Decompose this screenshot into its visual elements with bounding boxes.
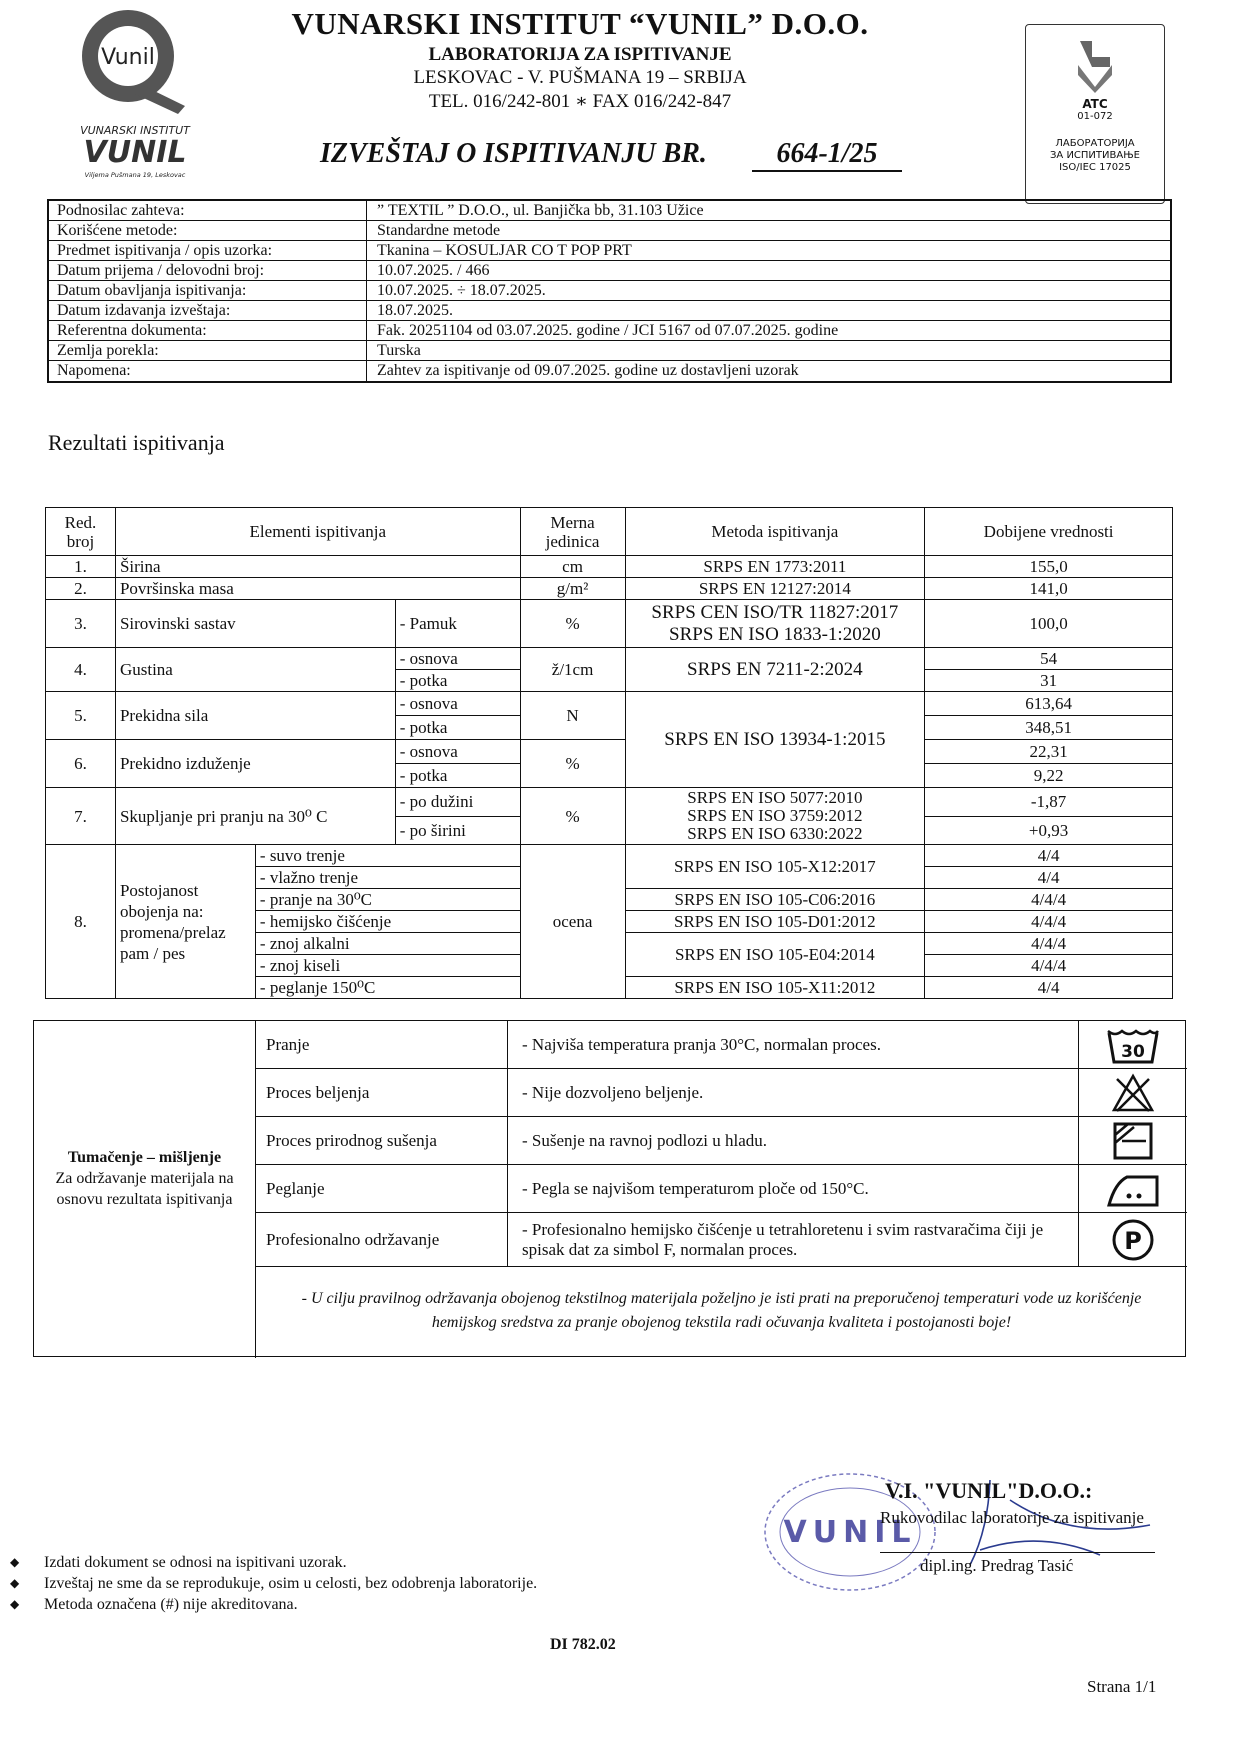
care-value: - Nije dozvoljeno beljenje. [508, 1069, 1079, 1116]
institute-logo [60, 6, 210, 181]
interpretation-title: Tumačenje – mišljenje [67, 1149, 222, 1166]
info-value: 18.07.2025. [377, 302, 453, 319]
row-subelement: - osnova [395, 740, 520, 764]
professional-letter: P [1124, 1226, 1142, 1255]
row-no: 4. [46, 648, 116, 692]
row-method: SRPS EN 1773:2011 [625, 556, 925, 578]
col-header-unit: Merna jedinica [520, 508, 625, 556]
results-heading: Rezultati ispitivanja [48, 430, 225, 455]
row-subelement: - pranje na 30⁰C [255, 889, 520, 911]
bullet-icon: ◆ [10, 1576, 20, 1590]
row-value: 4/4/4 [925, 955, 1173, 977]
accreditation-code: 01-072 [1077, 111, 1113, 122]
signature-name: dipl.ing. Predrag Tasić [920, 1556, 1074, 1575]
row-value: 4/4 [925, 867, 1173, 889]
table-row [46, 648, 1173, 670]
row-subelement: - po dužini [395, 788, 520, 817]
iron-150-icon [1079, 1165, 1187, 1212]
info-label: Predmet ispitivanja / opis uzorka: [49, 241, 367, 260]
care-key: Profesionalno održavanje [256, 1213, 508, 1266]
care-row-washing [256, 1021, 1187, 1069]
row-value: 141,0 [925, 578, 1173, 600]
row-method: SRPS EN ISO 105-E04:2014 [625, 933, 925, 977]
care-row-ironing [256, 1165, 1187, 1213]
signature-role: Rukovodilac laboratorije za ispitivanje [880, 1508, 1144, 1527]
info-label: Korišćene metode: [49, 221, 367, 240]
col-header-value: Dobijene vrednosti [925, 508, 1173, 556]
col-header-element: Elementi ispitivanja [115, 508, 520, 556]
accreditation-label: ATC [1082, 97, 1108, 111]
info-value: 10.07.2025. / 466 [377, 262, 490, 279]
care-value: - Najviša temperatura pranja 30°C, normalan proces. [508, 1021, 1079, 1068]
row-subelement: - suvo trenje [255, 845, 520, 867]
row-no: 7. [46, 788, 116, 845]
stamp-text: VUNIL [783, 1515, 917, 1550]
care-note: - U cilju pravilnog održavanja obojenog tekstilnog materijala poželjno je isti prati na preporučenoj temperaturi vode uz korišćenje hemijskog sredstva za pranje obojenog tekstila radi očuvanja kvaliteta i postojanosti boje! [301, 1290, 1142, 1331]
row-element: Postojanost obojenja na: promena/prelaz pam / pes [115, 845, 255, 999]
accreditation-mark-icon [1026, 37, 1164, 97]
info-label: Podnosilac zahteva: [49, 201, 367, 220]
table-row [46, 692, 1173, 716]
row-subelement: - znoj alkalni [255, 933, 520, 955]
footnote [10, 1594, 537, 1615]
care-value: - Profesionalno hemijsko čišćenje u tetrahloretenu i svim rastvaračima čiji je spisak dat za simbol F, normalan proces. [508, 1213, 1079, 1266]
table-row [46, 556, 1173, 578]
info-row [49, 221, 1170, 241]
row-subelement: - znoj kiseli [255, 955, 520, 977]
logo-address: Viljema Pušmana 19, Leskovac [84, 171, 186, 179]
row-unit: ocena [520, 845, 625, 999]
row-no: 8. [46, 845, 116, 999]
method-line: SRPS CEN ISO/TR 11827:2017 [651, 601, 899, 623]
accreditation-line3: ISO/IEC 17025 [1059, 162, 1131, 173]
method-line: SRPS EN ISO 3759:2012 [687, 806, 863, 825]
row-value: 4/4 [925, 977, 1173, 999]
row-subelement: - hemijsko čišćenje [255, 911, 520, 933]
info-value: Zahtev za ispitivanje od 09.07.2025. godine uz dostavljeni uzorak [377, 362, 799, 379]
flat-dry-shade-icon [1079, 1117, 1187, 1164]
lab-name: LABORATORIJA ZA ISPITIVANJE [428, 44, 732, 65]
row-method: SRPS EN ISO 105-D01:2012 [625, 911, 925, 933]
row-no: 3. [46, 600, 116, 648]
col-header-method: Metoda ispitivanja [625, 508, 925, 556]
results-table [45, 507, 1173, 999]
row-value: 4/4/4 [925, 889, 1173, 911]
info-label: Zemlja porekla: [49, 341, 367, 360]
info-value: 10.07.2025. ÷ 18.07.2025. [377, 282, 546, 299]
row-method: SRPS EN ISO 105-X11:2012 [625, 977, 925, 999]
care-row-professional [256, 1213, 1187, 1267]
professional-clean-p-icon [1079, 1213, 1187, 1266]
accreditation-badge [1025, 24, 1165, 204]
row-method: SRPS EN ISO 105-X12:2017 [625, 845, 925, 889]
row-subelement: - vlažno trenje [255, 867, 520, 889]
signature-line [880, 1552, 1155, 1553]
signature-company: V.I. "VUNIL"D.O.O.: [885, 1478, 1093, 1503]
info-value: Fak. 20251104 od 03.07.2025. godine / JCI 5167 od 07.07.2025. godine [377, 322, 839, 339]
row-value: 348,51 [925, 716, 1173, 740]
row-element: Širina [115, 556, 520, 578]
row-value: -1,87 [925, 788, 1173, 817]
care-row-bleaching [256, 1069, 1187, 1117]
method-line: SRPS EN ISO 1833-1:2020 [669, 623, 881, 645]
footnote [10, 1552, 537, 1573]
row-value: 54 [925, 648, 1173, 670]
info-value: Turska [377, 342, 421, 359]
report-number: 664-1/25 [752, 138, 902, 172]
row-value: 4/4/4 [925, 933, 1173, 955]
logo-caption: VUNARSKI INSTITUT [80, 124, 190, 137]
report-title: IZVEŠTAJ O ISPITIVANJU BR. [320, 138, 707, 169]
care-value: - Pegla se najvišom temperaturom ploče od 150°C. [508, 1165, 1079, 1212]
row-method: SRPS EN 7211-2:2024 [625, 648, 925, 692]
row-value: 155,0 [925, 556, 1173, 578]
info-row [49, 281, 1170, 301]
info-row [49, 321, 1170, 341]
info-label: Datum prijema / delovodni broj: [49, 261, 367, 280]
bullet-icon: ◆ [10, 1555, 20, 1569]
info-row [49, 341, 1170, 361]
row-value: 9,22 [925, 764, 1173, 788]
care-interpretation-table [33, 1020, 1186, 1357]
info-value: Standardne metode [377, 222, 501, 239]
report-header [250, 6, 910, 113]
wash-30-icon [1079, 1021, 1187, 1068]
col-header-no: Red. broj [46, 508, 116, 556]
row-unit: ž/1cm [520, 648, 625, 692]
method-line: SRPS EN ISO 6330:2022 [687, 824, 863, 843]
footnotes [10, 1552, 537, 1615]
row-method [625, 788, 925, 845]
row-element: Gustina [115, 648, 395, 692]
row-unit: % [520, 740, 625, 788]
row-element: Skupljanje pri pranju na 30⁰ C [115, 788, 395, 845]
row-method [625, 600, 925, 648]
footnote-text: Izveštaj ne sme da se reprodukuje, osim u celosti, bez odobrenja laboratorije. [44, 1575, 538, 1592]
info-row [49, 261, 1170, 281]
row-subelement: - potka [395, 670, 520, 692]
interpretation-subtitle: Za održavanje materijala na osnovu rezultata ispitivanja [55, 1170, 234, 1208]
info-value: Tkanina – KOSULJAR CO T POP PRT [377, 242, 632, 259]
row-no: 2. [46, 578, 116, 600]
document-code: DI 782.02 [550, 1636, 616, 1653]
row-value: 4/4 [925, 845, 1173, 867]
row-subelement: - Pamuk [395, 600, 520, 648]
info-label: Datum izdavanja izveštaja: [49, 301, 367, 320]
lab-address: LESKOVAC - V. PUŠMANA 19 – SRBIJA [413, 67, 747, 88]
row-unit: % [520, 600, 625, 648]
row-subelement: - osnova [395, 692, 520, 716]
row-value: 4/4/4 [925, 911, 1173, 933]
footnote-text: Izdati dokument se odnosi na ispitivani uzorak. [44, 1554, 347, 1571]
row-subelement: - peglanje 150⁰C [255, 977, 520, 999]
row-element: Prekidna sila [115, 692, 395, 740]
logo-wordmark: VUNIL [83, 135, 187, 170]
row-subelement: - potka [395, 716, 520, 740]
footnote [10, 1573, 537, 1594]
table-row [46, 600, 1173, 648]
page-number: Strana 1/1 [1087, 1677, 1157, 1696]
wash-temperature: 30 [1121, 1041, 1145, 1062]
info-row [49, 201, 1170, 221]
row-no: 6. [46, 740, 116, 788]
info-label: Referentna dokumenta: [49, 321, 367, 340]
table-row [46, 578, 1173, 600]
row-method: SRPS EN 12127:2014 [625, 578, 925, 600]
request-info-table [47, 199, 1172, 383]
row-unit: cm [520, 556, 625, 578]
row-value: 100,0 [925, 600, 1173, 648]
table-row [46, 845, 1173, 867]
accreditation-line2: ЗА ИСПИТИВАЊЕ [1050, 150, 1140, 161]
row-value: 613,64 [925, 692, 1173, 716]
info-value: ” TEXTIL ” D.O.O., ul. Banjička bb, 31.103 Užice [377, 202, 704, 219]
row-no: 1. [46, 556, 116, 578]
row-no: 5. [46, 692, 116, 740]
interpretation-label [34, 1021, 256, 1358]
row-method: SRPS EN ISO 105-C06:2016 [625, 889, 925, 911]
logo-letters: Vunil [101, 45, 155, 70]
care-key: Pranje [256, 1021, 508, 1068]
row-value: 31 [925, 670, 1173, 692]
info-row [49, 361, 1170, 381]
signature-block [760, 1470, 1170, 1610]
info-label: Datum obavljanja ispitivanja: [49, 281, 367, 300]
row-value: 22,31 [925, 740, 1173, 764]
results-header-row [46, 508, 1173, 556]
care-key: Peglanje [256, 1165, 508, 1212]
info-row [49, 301, 1170, 321]
row-value: +0,93 [925, 816, 1173, 845]
footnote-text: Metoda označena (#) nije akreditovana. [44, 1596, 298, 1613]
row-unit: g/m² [520, 578, 625, 600]
row-element: Prekidno izduženje [115, 740, 395, 788]
row-subelement: - po širini [395, 816, 520, 845]
institute-name: VUNARSKI INSTITUT “VUNIL” D.O.O. [291, 6, 869, 41]
row-element: Površinska masa [115, 578, 520, 600]
row-unit: N [520, 692, 625, 740]
accreditation-line1: ЛАБОРАТОРИЈА [1055, 138, 1135, 149]
care-key: Proces beljenja [256, 1069, 508, 1116]
row-unit: % [520, 788, 625, 845]
care-row-drying [256, 1117, 1187, 1165]
method-line: SRPS EN ISO 5077:2010 [687, 788, 863, 807]
bullet-icon: ◆ [10, 1597, 20, 1611]
row-method: SRPS EN ISO 13934-1:2015 [625, 692, 925, 788]
row-subelement: - osnova [395, 648, 520, 670]
care-value: - Sušenje na ravnoj podlozi u hladu. [508, 1117, 1079, 1164]
table-row [46, 788, 1173, 817]
no-bleach-icon [1079, 1069, 1187, 1116]
row-element: Sirovinski sastav [115, 600, 395, 648]
info-row [49, 241, 1170, 261]
table-row [46, 740, 1173, 764]
row-subelement: - potka [395, 764, 520, 788]
lab-phone: TEL. 016/242-801 ∗ FAX 016/242-847 [428, 91, 732, 112]
care-key: Proces prirodnog sušenja [256, 1117, 508, 1164]
info-label: Napomena: [49, 361, 367, 381]
